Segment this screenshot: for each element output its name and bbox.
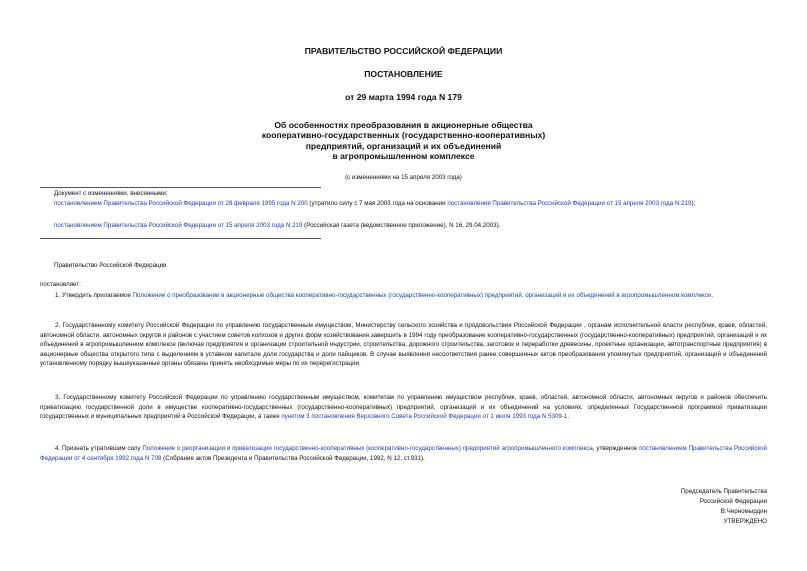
resolves-text: постановляет: xyxy=(40,281,81,288)
regulation-link[interactable]: Положение о преобразовании в акционерные общества кооперативно-государственных (государственно-кооперативных) предприятий, организаций и их объединений в агропромышленном комплексе xyxy=(132,292,712,299)
amendment-text: (Российская газета (ведомственное приложение), N 16, 29.04.2003). xyxy=(302,222,501,229)
amendment-item xyxy=(40,200,767,209)
signer-position: Российской Федерации xyxy=(699,498,767,505)
paragraph-text: (Собрание актов Президента и Правительства Российской Федерации, 1992, N 12, ст.931). xyxy=(161,454,425,462)
amendment-link[interactable]: постановления Правительства Российской Федерации от 15 апреля 2003 года N 219 xyxy=(447,200,692,207)
signer-position: Председатель Правительства xyxy=(680,488,767,495)
amendment-text: ); xyxy=(691,200,696,207)
amendment-item xyxy=(54,222,767,231)
paragraph-text: 4. Признать утратившим силу xyxy=(55,445,143,452)
paragraph-1 xyxy=(40,291,767,301)
amendments-intro: Документ с изменениями, внесенными: xyxy=(54,190,168,197)
paragraph-text: 3. Государственному комитету Российской Федерации по управлению государственным имуществом, комитетам по управлению имуществом республик, краев, областей, автономной области, автономных округов и районов обеспечить приватизацию государственной доли в имуществе кооперативно-государственных (государственно-кооперативных) предприятий, организаций и их объединений на условиях, определенных Государственной программой приватизации государственных и муниципальных предприятий в Российской Федерации, а также xyxy=(40,394,767,420)
regulation-link[interactable]: Положение о реорганизации и приватизации государственно-кооперативных (кооперативно-государственных) предприятий агропромышленного комплекса xyxy=(142,445,593,452)
signature-block xyxy=(467,487,767,527)
signer-name: В.Черномырдин xyxy=(720,508,767,515)
government-heading: ПРАВИТЕЛЬСТВО РОССИЙСКОЙ ФЕДЕРАЦИИ xyxy=(304,46,503,56)
amendment-link[interactable]: постановлением Правительства Российской Федерации от 28 февраля 1995 года N 200 xyxy=(54,200,308,207)
title-line: в агропромышленном комплексе xyxy=(332,151,475,162)
resolution-link[interactable]: постановлением Правительства Российской Федерации от 4 сентября 1992 года N 708 xyxy=(40,445,768,462)
approved-label: УТВЕРЖДЕНО xyxy=(723,518,767,525)
divider-bottom xyxy=(40,238,321,239)
paragraph-text: . xyxy=(711,292,714,299)
resolution-link[interactable]: пунктом 3 постановления Верховного Совета Российской Федерации от 1 июля 1993 года N 5309-1 xyxy=(281,413,568,420)
document-type-heading: ПОСТАНОВЛЕНИЕ xyxy=(364,69,443,79)
document-title xyxy=(0,120,807,162)
amendment-text: (утратило силу с 7 мая 2003 года на основании xyxy=(307,200,448,207)
changes-note: (с изменениями на 15 апреля 2003 года) xyxy=(345,174,462,181)
amendment-link[interactable]: постановлением Правительства Российской Федерации от 15 апреля 2003 года N 219 xyxy=(54,222,303,229)
title-line: предприятий, организаций и их объединений xyxy=(305,140,502,151)
paragraph-3 xyxy=(40,393,767,422)
title-line: кооперативно-государственных (государственно-кооперативных) xyxy=(261,130,546,141)
paragraph-2: 2. Государственному комитету Российской Федерации по управлению государственным имуществом, Министерству сельского хозяйства и продовольствия Российской Федерации , органам исполнительной власти республик, краев, областей, автономной области, автономных округов и районов с участием советов колхозов и других форм хозяйствования завершить в 1994 году преобразование кооперативно-государственных (государственно-кооперативных) предприятий, организаций и их объединений в агропромышленном комплексе (включая предприятия и организации строительной индустрии, строительства, дорожного строительства, заготовок и переработки древесины, проектные организации, автотранспортные предприятия) в акционерные общества открытого типа с выделением в уставном капитале доли государства и доли пайщиков. В случае выявления несоответствия ранее совершенных актов преобразования упомянутых предприятий, организаций и объединений установленному порядку вышеуказанные органы обязаны принять необходимые меры по их перерегистрации. xyxy=(40,322,767,367)
paragraph-text: 1. Утвердить прилагаемое xyxy=(55,292,133,299)
document-date-number: от 29 марта 1994 года N 179 xyxy=(345,92,462,102)
issuer-text: Правительство Российской Федерации xyxy=(54,262,167,269)
paragraph-text: , утвержденное xyxy=(592,445,640,452)
title-line: Об особенностях преобразования в акционерные общества xyxy=(274,120,533,130)
paragraph-text: . xyxy=(567,413,570,420)
divider-top xyxy=(40,187,321,188)
paragraph-4 xyxy=(40,444,767,463)
